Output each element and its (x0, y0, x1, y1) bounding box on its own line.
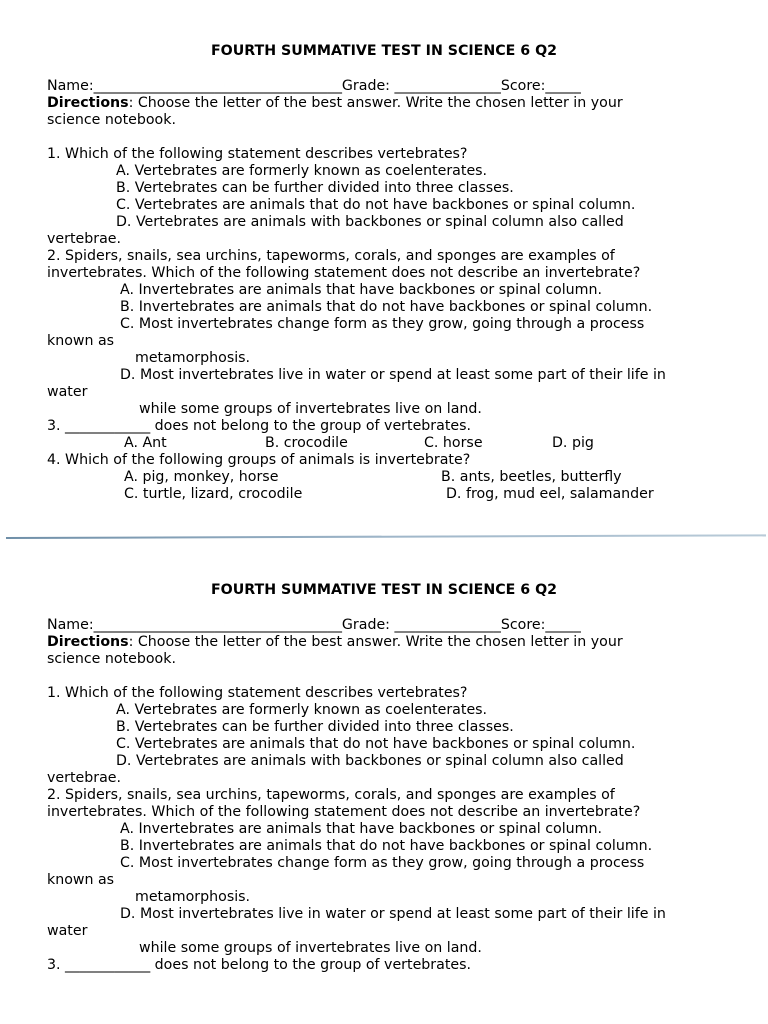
q1-option-d: D. Vertebrates are animals with backbones or spinal column also called (116, 753, 624, 769)
q2-option-d-continued-2: while some groups of invertebrates live on land. (139, 940, 482, 956)
q2-option-d-continued-2: while some groups of invertebrates live on land. (139, 401, 482, 417)
test-title: FOURTH SUMMATIVE TEST IN SCIENCE 6 Q2 (210, 582, 558, 598)
q3-option-d: D. pig (552, 435, 594, 451)
q4-option-a: A. pig, monkey, horse (124, 469, 279, 485)
q1-option-a: A. Vertebrates are formerly known as coelenterates. (116, 163, 488, 179)
q1-stem: 1. Which of the following statement describes vertebrates? (47, 685, 468, 701)
directions (47, 634, 623, 651)
q3-stem: 3. ____________ does not belong to the group of vertebrates. (47, 957, 472, 973)
q2-option-c-continued: known as (47, 872, 115, 888)
q2-option-c-continued-2: metamorphosis. (135, 350, 251, 366)
q2-option-b: B. Invertebrates are animals that do not have backbones or spinal column. (120, 838, 653, 854)
directions-label: Directions (47, 95, 129, 111)
q4-option-c: C. turtle, lizard, crocodile (124, 486, 303, 502)
directions-continued: science notebook. (47, 112, 176, 128)
q1-option-a: A. Vertebrates are formerly known as coelenterates. (116, 702, 488, 718)
q3-stem: 3. ____________ does not belong to the group of vertebrates. (47, 418, 472, 434)
directions (47, 95, 623, 112)
q3-option-a: A. Ant (124, 435, 167, 451)
q1-option-c: C. Vertebrates are animals that do not have backbones or spinal column. (116, 736, 636, 752)
test-title: FOURTH SUMMATIVE TEST IN SCIENCE 6 Q2 (210, 43, 558, 59)
q2-option-a: A. Invertebrates are animals that have backbones or spinal column. (120, 821, 602, 837)
q2-stem-continued: invertebrates. Which of the following statement does not describe an invertebrate? (47, 804, 641, 820)
q1-option-d-continued: vertebrae. (47, 231, 122, 247)
q1-option-b: B. Vertebrates can be further divided into three classes. (116, 719, 514, 735)
directions-text: : Choose the letter of the best answer. Write the chosen letter in your (128, 634, 623, 650)
q1-option-d: D. Vertebrates are animals with backbones or spinal column also called (116, 214, 624, 230)
name-grade-score-line: Name:___________________________________Grade: _______________Score:_____ (47, 78, 581, 94)
q3-option-b: B. crocodile (265, 435, 348, 451)
q2-option-c: C. Most invertebrates change form as they grow, going through a process (120, 316, 645, 332)
q2-stem-continued: invertebrates. Which of the following statement does not describe an invertebrate? (47, 265, 641, 281)
directions-label: Directions (47, 634, 129, 650)
q1-option-b: B. Vertebrates can be further divided into three classes. (116, 180, 514, 196)
page-divider (6, 534, 766, 539)
q4-option-d: D. frog, mud eel, salamander (446, 486, 654, 502)
q1-option-d-continued: vertebrae. (47, 770, 122, 786)
q1-stem: 1. Which of the following statement describes vertebrates? (47, 146, 468, 162)
q2-option-d: D. Most invertebrates live in water or spend at least some part of their life in (120, 906, 666, 922)
directions-continued: science notebook. (47, 651, 176, 667)
q2-option-a: A. Invertebrates are animals that have backbones or spinal column. (120, 282, 602, 298)
q3-option-c: C. horse (424, 435, 483, 451)
q2-option-c-continued: known as (47, 333, 115, 349)
q4-stem: 4. Which of the following groups of animals is invertebrate? (47, 452, 471, 468)
directions-text: : Choose the letter of the best answer. Write the chosen letter in your (128, 95, 623, 111)
name-grade-score-line: Name:___________________________________Grade: _______________Score:_____ (47, 617, 581, 633)
q2-stem: 2. Spiders, snails, sea urchins, tapeworms, corals, and sponges are examples of (47, 787, 615, 803)
q2-option-c: C. Most invertebrates change form as they grow, going through a process (120, 855, 645, 871)
q2-option-d: D. Most invertebrates live in water or spend at least some part of their life in (120, 367, 666, 383)
q2-stem: 2. Spiders, snails, sea urchins, tapeworms, corals, and sponges are examples of (47, 248, 615, 264)
q2-option-d-continued: water (47, 384, 88, 400)
q1-option-c: C. Vertebrates are animals that do not have backbones or spinal column. (116, 197, 636, 213)
q4-option-b: B. ants, beetles, butterfly (441, 469, 622, 485)
q2-option-b: B. Invertebrates are animals that do not have backbones or spinal column. (120, 299, 653, 315)
q2-option-d-continued: water (47, 923, 88, 939)
q2-option-c-continued-2: metamorphosis. (135, 889, 251, 905)
